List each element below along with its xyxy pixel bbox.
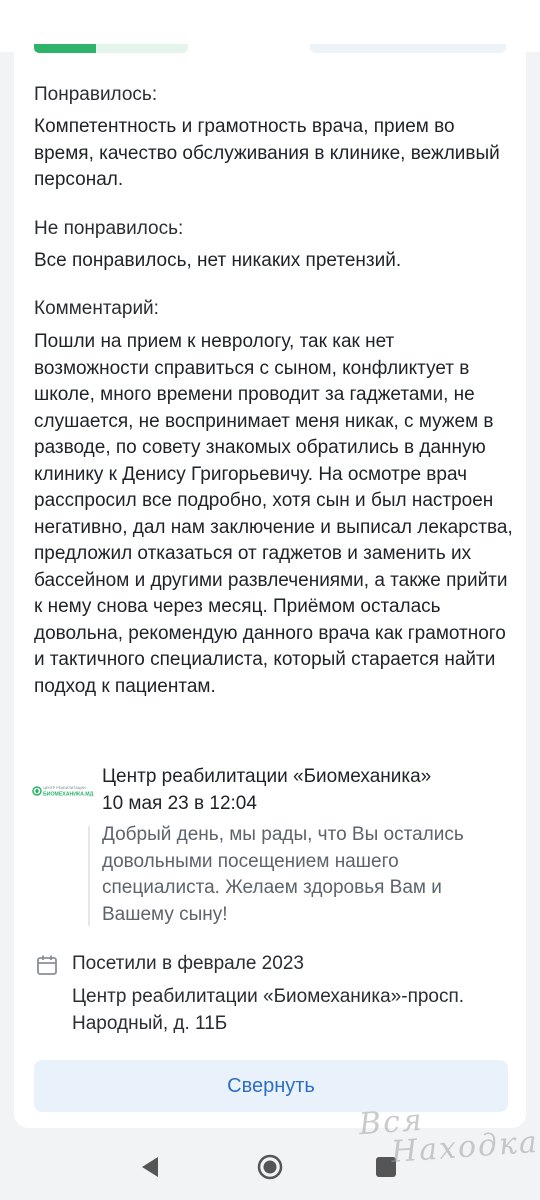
comment-label: Комментарий: bbox=[34, 298, 159, 319]
home-icon[interactable] bbox=[256, 1153, 284, 1186]
back-icon[interactable] bbox=[140, 1156, 160, 1183]
comment-text: Пошли на прием к неврологу, так как нет возможности справиться с сыном, конфликтует в школе, много времени проводит за гаджетами, не слушается, не воспринимает меня никак, с мужем в разводе, по совету знакомых обратились в данную клинику к Денису Григорьевичу. На осмотре врач расспросил все подробно, хотя сын и был настроен негативно, дал нам заключение и выписал лекарства, предложил отказаться от гаджетов и заменить их бассейном и другими развлечениями, а также прийти к нему снова через месяц. Приёмом осталась довольна, рекомендую данного врача как грамотного и тактичного специалиста, который старается найти подход к пациентам. bbox=[34, 331, 513, 697]
calendar-icon bbox=[36, 954, 58, 981]
clinic-logo-subtitle: ЦЕНТР РЕАБИЛИТАЦИИ bbox=[43, 786, 86, 790]
watermark-line-1: Вся bbox=[357, 1102, 425, 1143]
disliked-label: Не понравилось: bbox=[34, 218, 184, 239]
liked-label: Понравилось: bbox=[34, 84, 158, 105]
disliked-text: Все понравилось, нет никаких претензий. bbox=[34, 250, 402, 271]
clinic-logo bbox=[32, 783, 98, 799]
watermark bbox=[358, 1098, 540, 1170]
review-card bbox=[14, 0, 526, 1128]
liked-text: Компетентность и грамотность врача, прием во время, качество обслуживания в клинике, вежливый персонал. bbox=[34, 116, 500, 190]
rating-progress-bar-secondary bbox=[310, 44, 506, 53]
collapse-button[interactable]: Свернуть bbox=[34, 1060, 508, 1112]
visit-date: Посетили в феврале 2023 bbox=[72, 953, 304, 974]
watermark-line-2: Находка bbox=[389, 1124, 540, 1171]
clinic-logo-title: БИОМЕХАНИКА.МД bbox=[43, 791, 94, 798]
rating-progress-bar bbox=[34, 44, 188, 53]
reply-quote-bar bbox=[88, 826, 90, 926]
visit-address: Центр реабилитации «Биомеханика»-просп. Народный, д. 11Б bbox=[72, 986, 465, 1034]
rating-progress-fill bbox=[34, 44, 96, 53]
clinic-reply-text: Добрый день, мы рады, что Вы остались довольными посещением нашего специалиста. Желаем здоровья Вам и Вашему сыну! bbox=[102, 824, 464, 925]
clinic-name: Центр реабилитации «Биомеханика» bbox=[102, 766, 432, 787]
reply-date: 10 мая 23 в 12:04 bbox=[102, 793, 257, 814]
